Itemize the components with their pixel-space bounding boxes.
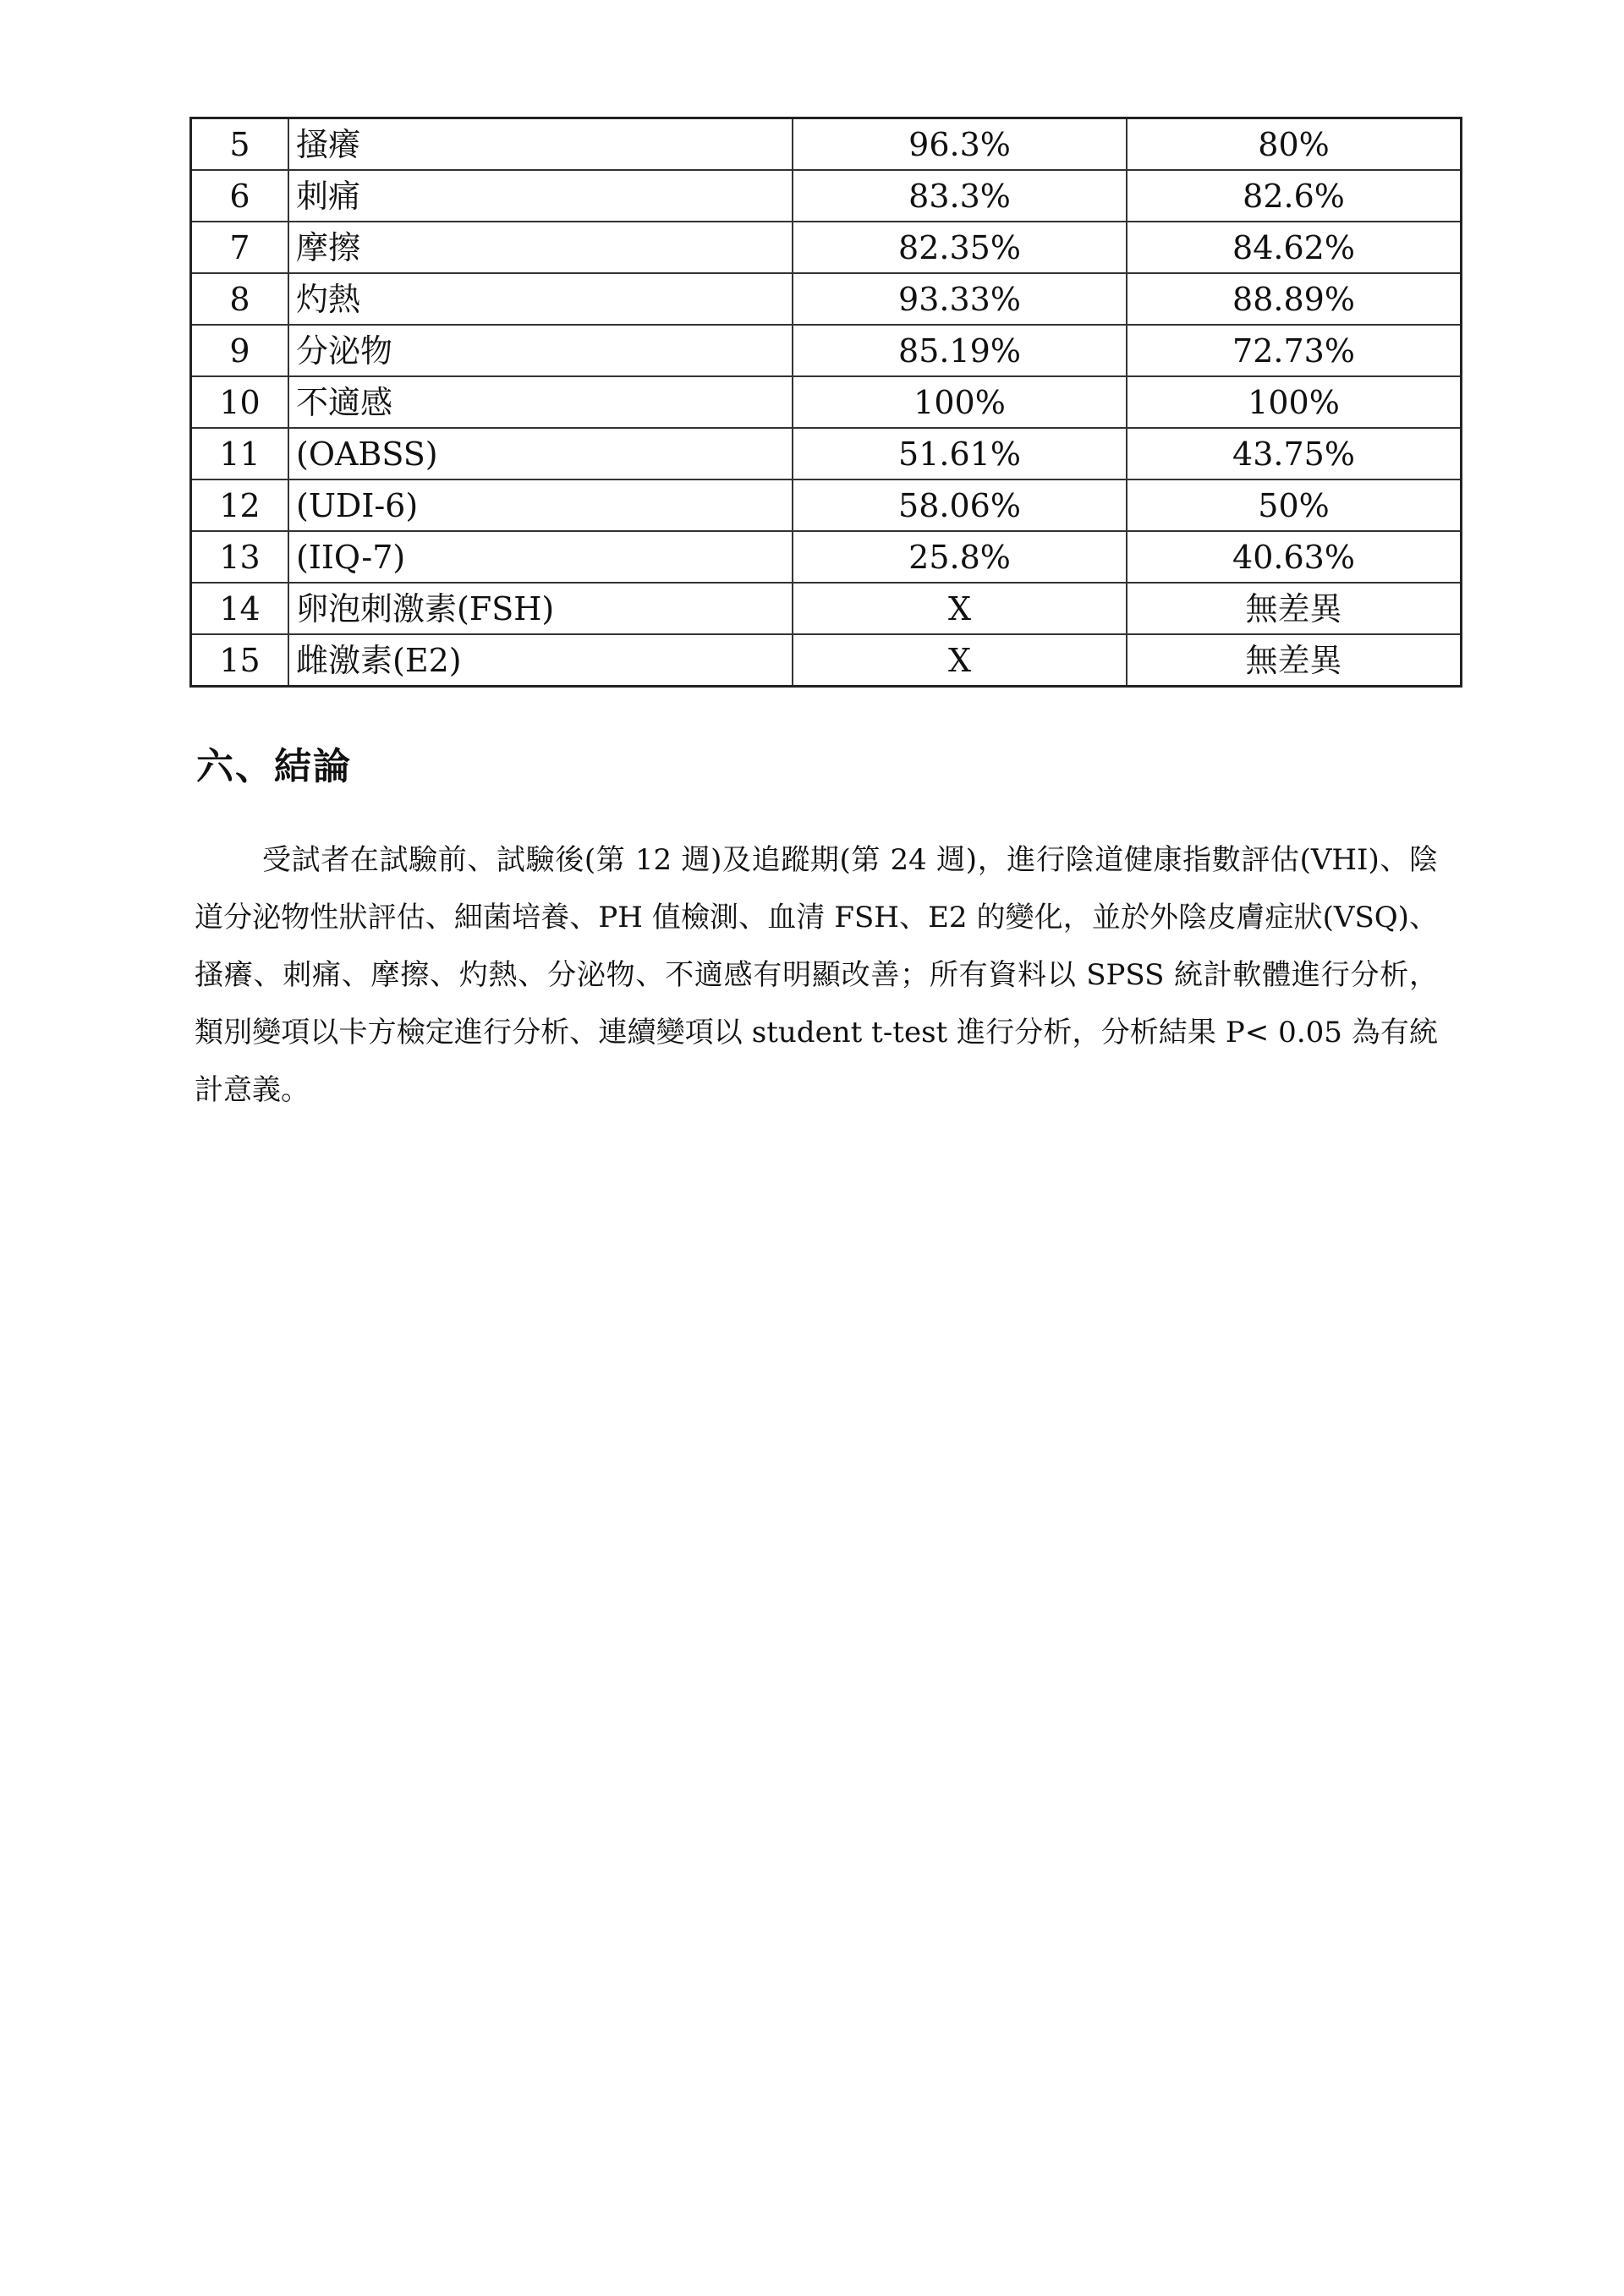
row-value-b: 無差異 [1127, 583, 1462, 634]
row-item: 刺痛 [288, 170, 793, 222]
row-number: 8 [191, 273, 289, 325]
conclusion-paragraph: 受試者在試驗前、試驗後(第 12 週)及追蹤期(第 24 週)，進行陰道健康指數評估(VHI)、陰道分泌物性狀評估、細菌培養、PH 值檢測、血清 FSH、E2 的變化，並於外陰皮膚症狀(VSQ)、搔癢、刺痛、摩擦、灼熱、分泌物、不適感有明顯改善；所有資料以 SPSS 統計軟體進行分析，類別變項以卡方檢定進行分析、連續變項以 student t-test 進行分析，分析結果 P< 0.05 為有統計意義。 [195, 843, 1438, 1107]
table-row [191, 634, 1462, 687]
row-value-a: 82.35% [793, 222, 1127, 273]
row-value-a: 96.3% [793, 118, 1127, 171]
table-row [191, 273, 1462, 325]
row-value-b: 43.75% [1127, 428, 1462, 479]
row-number: 7 [191, 222, 289, 273]
row-value-a: 51.61% [793, 428, 1127, 479]
row-item: 卵泡刺激素(FSH) [288, 583, 793, 634]
row-number: 15 [191, 634, 289, 687]
row-value-a: 100% [793, 376, 1127, 428]
table-row [191, 428, 1462, 479]
table-row [191, 376, 1462, 428]
row-number: 14 [191, 583, 289, 634]
row-item: 分泌物 [288, 325, 793, 376]
table-row [191, 118, 1462, 171]
row-value-a: X [793, 634, 1127, 687]
row-value-a: 83.3% [793, 170, 1127, 222]
row-value-b: 40.63% [1127, 531, 1462, 583]
row-number: 11 [191, 428, 289, 479]
row-number: 9 [191, 325, 289, 376]
row-value-b: 72.73% [1127, 325, 1462, 376]
row-item: (OABSS) [288, 428, 793, 479]
row-item: 不適感 [288, 376, 793, 428]
table-row [191, 325, 1462, 376]
row-item: 搔癢 [288, 118, 793, 171]
row-value-b: 82.6% [1127, 170, 1462, 222]
table-row [191, 583, 1462, 634]
row-value-b: 50% [1127, 479, 1462, 531]
results-table [189, 117, 1462, 688]
row-number: 6 [191, 170, 289, 222]
section-heading: 六、結論 [196, 745, 352, 788]
row-value-a: 93.33% [793, 273, 1127, 325]
row-value-a: 85.19% [793, 325, 1127, 376]
table-row [191, 479, 1462, 531]
table-row [191, 531, 1462, 583]
row-value-a: 58.06% [793, 479, 1127, 531]
row-value-a: 25.8% [793, 531, 1127, 583]
row-value-b: 100% [1127, 376, 1462, 428]
row-item: (UDI-6) [288, 479, 793, 531]
row-value-b: 88.89% [1127, 273, 1462, 325]
row-item: 雌激素(E2) [288, 634, 793, 687]
table-row [191, 170, 1462, 222]
row-value-b: 無差異 [1127, 634, 1462, 687]
row-value-b: 84.62% [1127, 222, 1462, 273]
row-item: (IIQ-7) [288, 531, 793, 583]
row-number: 13 [191, 531, 289, 583]
results-table-body [191, 118, 1462, 687]
row-item: 摩擦 [288, 222, 793, 273]
row-value-a: X [793, 583, 1127, 634]
row-value-b: 80% [1127, 118, 1462, 171]
row-number: 10 [191, 376, 289, 428]
row-number: 12 [191, 479, 289, 531]
table-row [191, 222, 1462, 273]
row-item: 灼熱 [288, 273, 793, 325]
row-number: 5 [191, 118, 289, 171]
